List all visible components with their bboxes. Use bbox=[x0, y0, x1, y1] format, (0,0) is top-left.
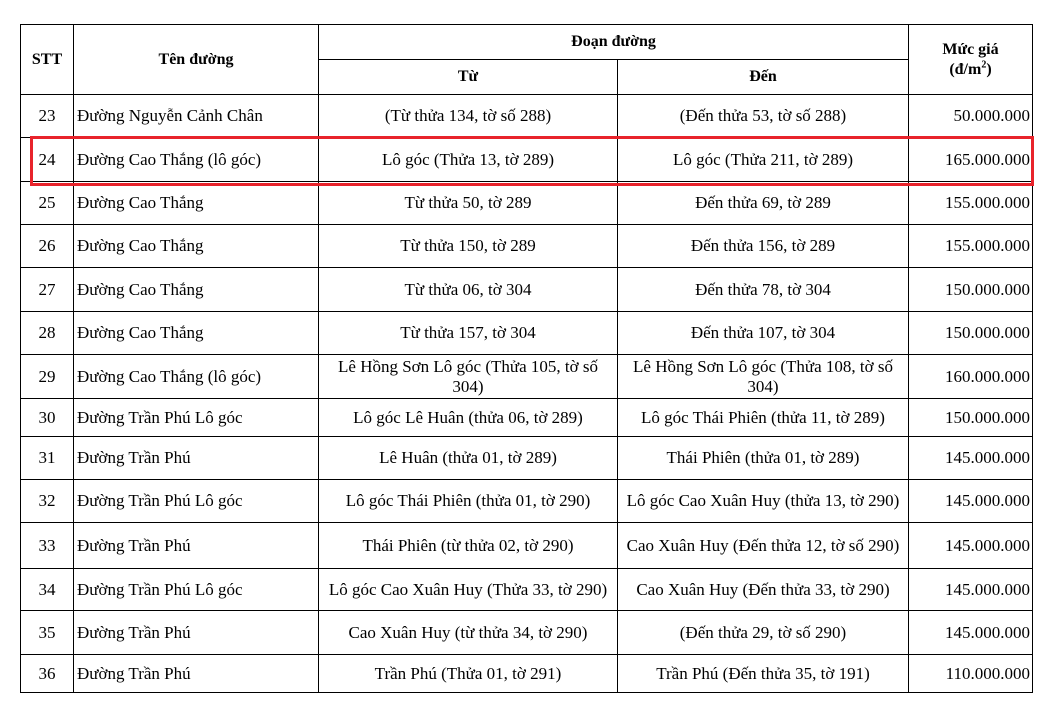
table-row bbox=[21, 95, 1033, 138]
to-cell: Cao Xuân Huy (Đến thửa 12, tờ số 290) bbox=[618, 523, 909, 569]
row-number: 34 bbox=[21, 569, 74, 611]
price-cell: 150.000.000 bbox=[909, 268, 1033, 312]
row-number: 31 bbox=[21, 437, 74, 480]
header-price-unit-close: ) bbox=[986, 60, 992, 78]
street-name-cell: Đường Trần Phú bbox=[74, 437, 319, 480]
row-number: 24 bbox=[21, 138, 74, 182]
table-row bbox=[21, 268, 1033, 312]
from-cell: Lô góc (Thửa 13, tờ 289) bbox=[319, 138, 618, 182]
header-segment: Đoạn đường bbox=[319, 25, 909, 60]
to-cell: Thái Phiên (thửa 01, tờ 289) bbox=[618, 437, 909, 480]
from-cell: Từ thửa 50, tờ 289 bbox=[319, 182, 618, 225]
from-cell: Từ thửa 157, tờ 304 bbox=[319, 312, 618, 355]
street-name-cell: Đường Trần Phú Lô góc bbox=[74, 569, 319, 611]
price-cell: 145.000.000 bbox=[909, 611, 1033, 655]
row-number: 29 bbox=[21, 355, 74, 399]
from-cell: (Từ thửa 134, tờ số 288) bbox=[319, 95, 618, 138]
street-name-cell: Đường Trần Phú Lô góc bbox=[74, 399, 319, 437]
price-cell: 50.000.000 bbox=[909, 95, 1033, 138]
table-row bbox=[21, 355, 1033, 399]
table-row bbox=[21, 480, 1033, 523]
street-name-cell: Đường Trần Phú bbox=[74, 655, 319, 693]
row-number: 23 bbox=[21, 95, 74, 138]
row-number: 27 bbox=[21, 268, 74, 312]
street-name-cell: Đường Cao Thắng bbox=[74, 312, 319, 355]
land-price-table bbox=[20, 24, 1033, 693]
header-stt: STT bbox=[21, 25, 74, 95]
from-cell: Lê Hồng Sơn Lô góc (Thửa 105, tờ số 304) bbox=[319, 355, 618, 399]
from-cell: Lô góc Lê Huân (thửa 06, tờ 289) bbox=[319, 399, 618, 437]
table-row bbox=[21, 312, 1033, 355]
to-cell: Trần Phú (Đến thửa 35, tờ 191) bbox=[618, 655, 909, 693]
street-name-cell: Đường Trần Phú bbox=[74, 611, 319, 655]
to-cell: Lô góc Thái Phiên (thửa 11, tờ 289) bbox=[618, 399, 909, 437]
table-row bbox=[21, 225, 1033, 268]
to-cell: Đến thửa 78, tờ 304 bbox=[618, 268, 909, 312]
row-number: 26 bbox=[21, 225, 74, 268]
price-cell: 145.000.000 bbox=[909, 480, 1033, 523]
header-from: Từ bbox=[319, 60, 618, 95]
header-street-name: Tên đường bbox=[74, 25, 319, 95]
street-name-cell: Đường Trần Phú Lô góc bbox=[74, 480, 319, 523]
from-cell: Trần Phú (Thửa 01, tờ 291) bbox=[319, 655, 618, 693]
row-number: 35 bbox=[21, 611, 74, 655]
price-cell: 160.000.000 bbox=[909, 355, 1033, 399]
table-row bbox=[21, 138, 1033, 182]
header-price-label: Mức giá bbox=[942, 40, 999, 58]
table-body bbox=[21, 95, 1033, 693]
to-cell: Đến thửa 107, tờ 304 bbox=[618, 312, 909, 355]
price-cell: 150.000.000 bbox=[909, 399, 1033, 437]
table-row bbox=[21, 611, 1033, 655]
table-row bbox=[21, 182, 1033, 225]
header-to: Đến bbox=[618, 60, 909, 95]
to-cell: Lô góc Cao Xuân Huy (thửa 13, tờ 290) bbox=[618, 480, 909, 523]
from-cell: Lê Huân (thửa 01, tờ 289) bbox=[319, 437, 618, 480]
to-cell: Lô góc (Thửa 211, tờ 289) bbox=[618, 138, 909, 182]
to-cell: Đến thửa 69, tờ 289 bbox=[618, 182, 909, 225]
header-price-unit-sup: 2 bbox=[981, 59, 987, 71]
row-number: 32 bbox=[21, 480, 74, 523]
to-cell: (Đến thửa 29, tờ số 290) bbox=[618, 611, 909, 655]
price-cell: 110.000.000 bbox=[909, 655, 1033, 693]
street-name-cell: Đường Nguyễn Cảnh Chân bbox=[74, 95, 319, 138]
to-cell: Lê Hồng Sơn Lô góc (Thửa 108, tờ số 304) bbox=[618, 355, 909, 399]
from-cell: Cao Xuân Huy (từ thửa 34, tờ 290) bbox=[319, 611, 618, 655]
price-cell: 155.000.000 bbox=[909, 225, 1033, 268]
row-number: 33 bbox=[21, 523, 74, 569]
table-row bbox=[21, 523, 1033, 569]
street-name-cell: Đường Cao Thắng bbox=[74, 225, 319, 268]
price-cell: 145.000.000 bbox=[909, 569, 1033, 611]
table-row bbox=[21, 437, 1033, 480]
price-cell: 145.000.000 bbox=[909, 523, 1033, 569]
street-name-cell: Đường Cao Thắng (lô góc) bbox=[74, 355, 319, 399]
street-name-cell: Đường Cao Thắng (lô góc) bbox=[74, 138, 319, 182]
table-row bbox=[21, 655, 1033, 693]
from-cell: Lô góc Thái Phiên (thửa 01, tờ 290) bbox=[319, 480, 618, 523]
price-cell: 145.000.000 bbox=[909, 437, 1033, 480]
row-number: 36 bbox=[21, 655, 74, 693]
street-name-cell: Đường Cao Thắng bbox=[74, 182, 319, 225]
street-name-cell: Đường Trần Phú bbox=[74, 523, 319, 569]
from-cell: Lô góc Cao Xuân Huy (Thửa 33, tờ 290) bbox=[319, 569, 618, 611]
to-cell: Đến thửa 156, tờ 289 bbox=[618, 225, 909, 268]
price-cell: 165.000.000 bbox=[909, 138, 1033, 182]
header-price bbox=[909, 25, 1033, 95]
table-row bbox=[21, 399, 1033, 437]
street-name-cell: Đường Cao Thắng bbox=[74, 268, 319, 312]
row-number: 25 bbox=[21, 182, 74, 225]
row-number: 28 bbox=[21, 312, 74, 355]
to-cell: Cao Xuân Huy (Đến thửa 33, tờ 290) bbox=[618, 569, 909, 611]
from-cell: Từ thửa 06, tờ 304 bbox=[319, 268, 618, 312]
price-cell: 155.000.000 bbox=[909, 182, 1033, 225]
price-cell: 150.000.000 bbox=[909, 312, 1033, 355]
to-cell: (Đến thửa 53, tờ số 288) bbox=[618, 95, 909, 138]
from-cell: Từ thửa 150, tờ 289 bbox=[319, 225, 618, 268]
header-price-unit: (đ/m bbox=[949, 60, 982, 78]
table-row bbox=[21, 569, 1033, 611]
row-number: 30 bbox=[21, 399, 74, 437]
from-cell: Thái Phiên (từ thửa 02, tờ 290) bbox=[319, 523, 618, 569]
